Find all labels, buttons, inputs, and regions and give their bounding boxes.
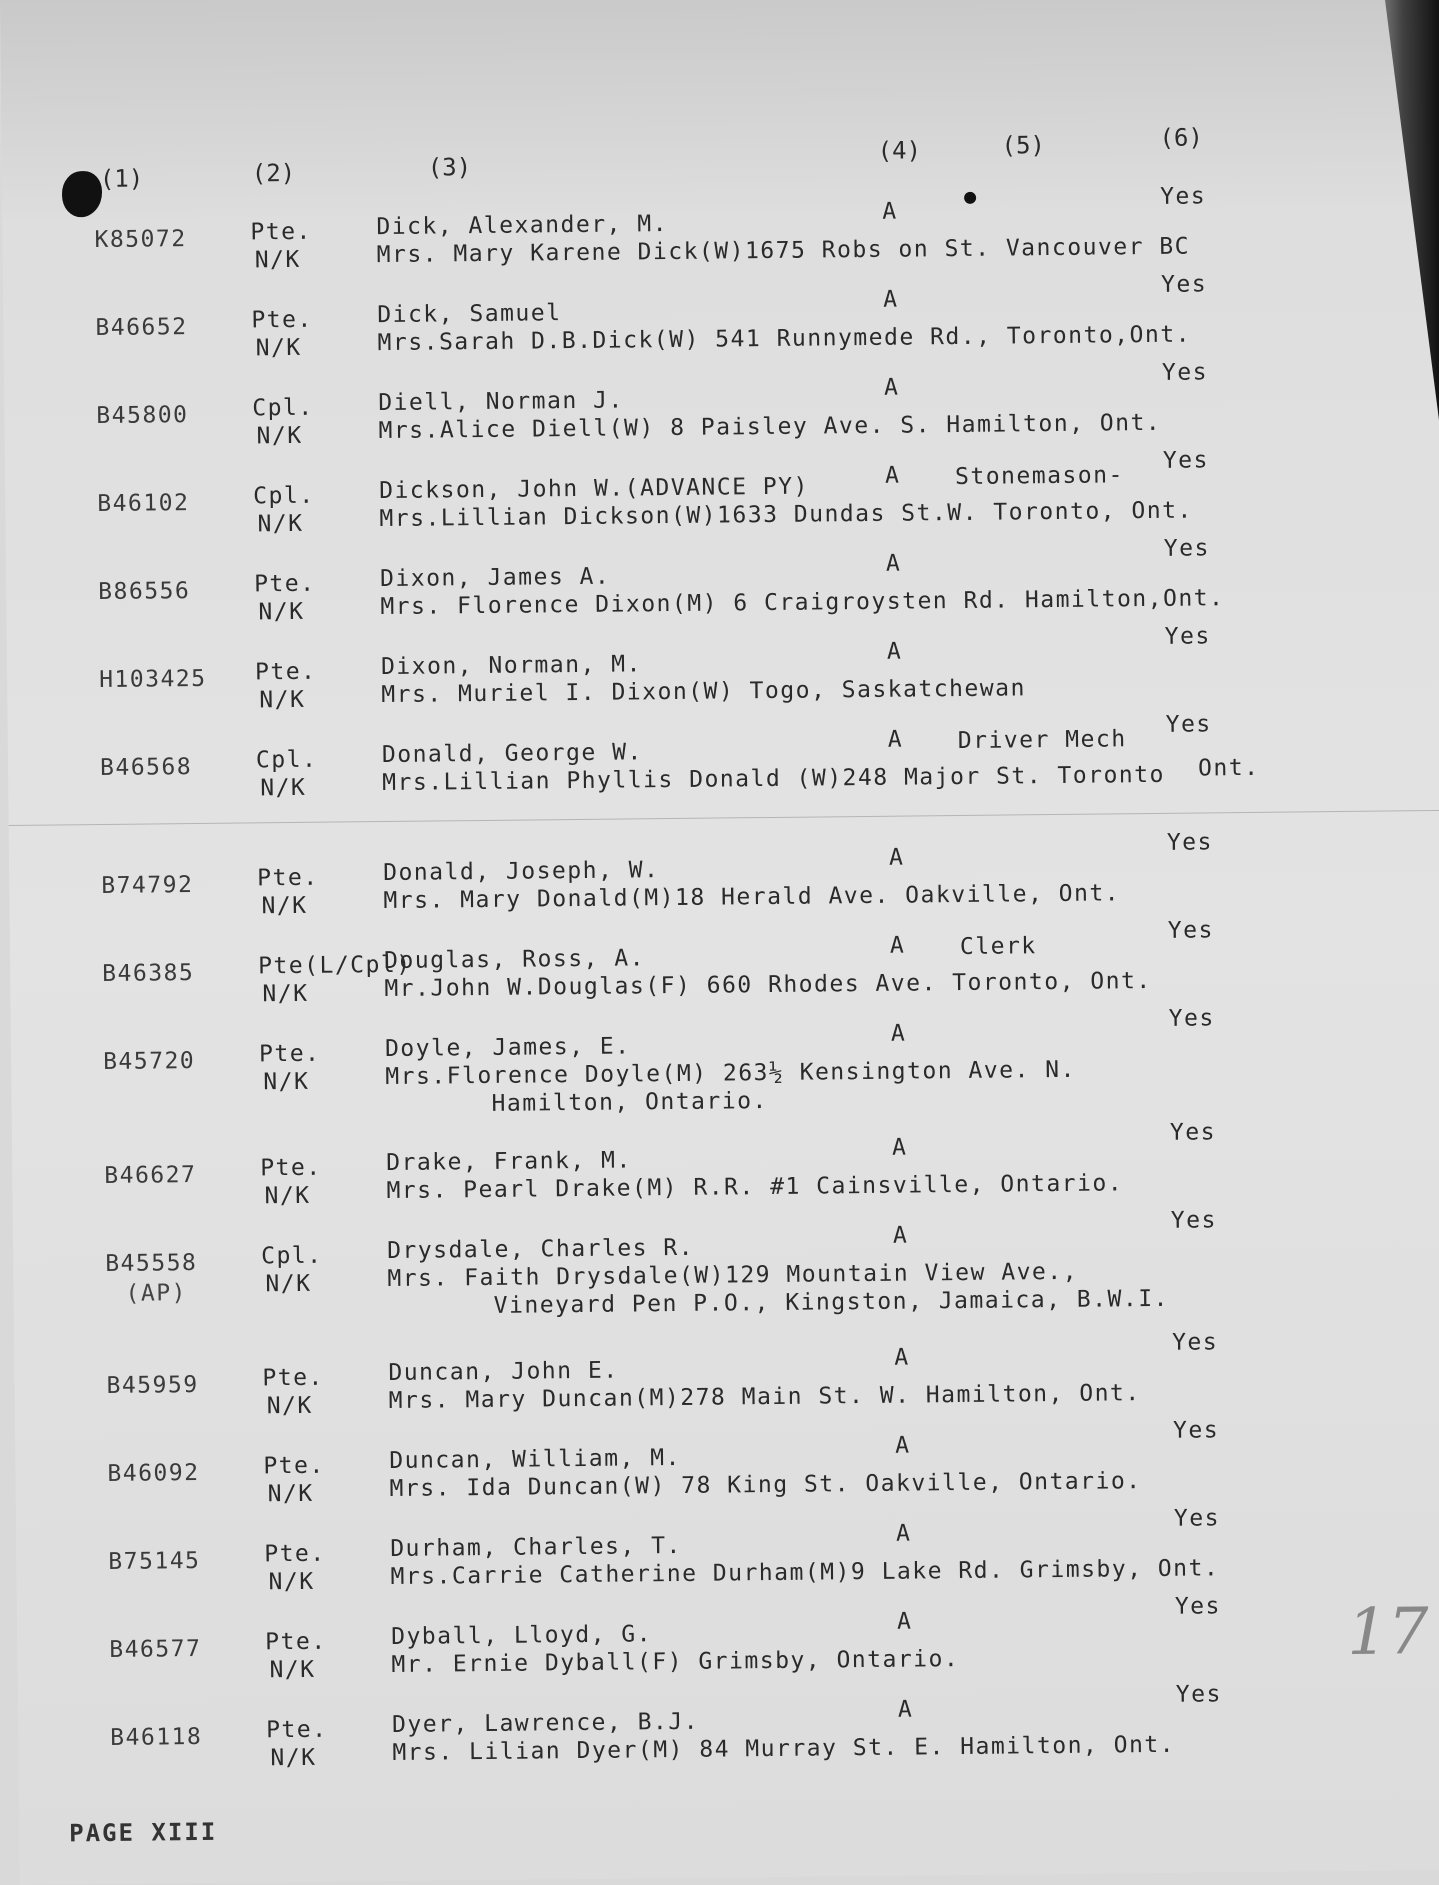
list-item [8, 711, 1439, 822]
regimental-number: B46385 [102, 960, 195, 987]
status: N/K [261, 892, 308, 920]
next-of-kin-address: Mrs. Lilian Dyer(M) 84 Murray St. E. Hamilton, Ont. [392, 1731, 1176, 1766]
code-mark: A [896, 1608, 913, 1635]
status: N/K [257, 510, 304, 538]
answer: Yes [1175, 1681, 1222, 1708]
answer: Yes [1166, 829, 1214, 856]
answer: Yes [1172, 1417, 1220, 1444]
soldier-name: Diell, Norman J. [378, 387, 624, 417]
soldier-name: Drake, Frank, M. [386, 1147, 632, 1177]
soldier-name: Durham, Charles, T. [390, 1532, 682, 1562]
code-mark: A [897, 1696, 914, 1723]
ink-blot [62, 171, 102, 217]
column-header-6: (6) [1159, 123, 1204, 152]
regimental-number: B46568 [99, 754, 193, 781]
rank: Pte. [258, 1040, 321, 1068]
rank: Pte. [260, 1154, 322, 1182]
rank: Cpl. [252, 394, 314, 422]
regimental-number: B46652 [95, 314, 188, 342]
answer: Yes [1167, 917, 1214, 944]
answer: Yes [1171, 1329, 1219, 1356]
regimental-number: B45959 [106, 1371, 199, 1399]
status: N/K [259, 686, 306, 714]
list-item [12, 1119, 1439, 1230]
status: N/K [270, 1744, 317, 1772]
answer: Yes [1165, 711, 1212, 738]
rank: Pte. [251, 306, 313, 334]
regimental-number: B86556 [98, 578, 191, 606]
rank: Cpl. [261, 1242, 323, 1270]
regimental-number: B45800 [96, 402, 189, 430]
column-header-1: (1) [99, 164, 144, 193]
status: N/K [266, 1392, 313, 1420]
code-mark: A [886, 638, 903, 665]
code-mark: A [894, 1344, 910, 1371]
list-item [13, 1207, 1439, 1319]
next-of-kin-address: Mr. Ernie Dyball(F) Grimsby, Ontario. [391, 1646, 960, 1678]
column-header-4: (4) [877, 136, 922, 165]
list-item [2, 183, 1439, 294]
regimental-number: B46627 [104, 1162, 197, 1189]
answer: Yes [1173, 1505, 1221, 1532]
code-mark: A [892, 1222, 909, 1249]
code-mark: A [887, 726, 904, 753]
regimental-number: B75145 [108, 1547, 201, 1575]
list-item [9, 829, 1439, 940]
soldier-name: Doyle, James, E. [384, 1033, 631, 1063]
list-item [15, 1417, 1439, 1528]
answer: Yes [1163, 535, 1210, 562]
next-of-kin-address: Mrs. Florence Dixon(M) 6 Craigroysten Rd. Hamilton,Ont. [380, 585, 1225, 621]
answer: Yes [1161, 359, 1209, 386]
column-header-5: (5) [1001, 131, 1046, 160]
rank: Pte. [265, 1628, 327, 1656]
next-of-kin-address: Mrs. Muriel I. Dixon(W) Togo, Saskatchewan [381, 675, 1026, 709]
code-mark: A [884, 462, 901, 489]
next-of-kin-address: Mrs.Florence Doyle(M) 263½ Kensington Ave. N. [385, 1056, 1077, 1091]
next-of-kin-address-line2: Hamilton, Ontario. [491, 1088, 768, 1117]
code-mark: A [890, 1020, 907, 1047]
next-of-kin-address: Mrs. Faith Drysdale(W)129 Mountain View Ave., [387, 1258, 1079, 1293]
code-mark: A [883, 286, 899, 313]
regimental-number: B46092 [107, 1459, 200, 1487]
soldier-name: Dixon, Norman, M. [380, 651, 643, 681]
soldier-name: Dyball, Lloyd, G. [391, 1621, 653, 1650]
next-of-kin-address: Mrs.Lillian Phyllis Donald (W)248 Major St. Toronto [382, 761, 1166, 797]
next-of-kin-address: Mrs.Lillian Dickson(W)1633 Dundas St.W. Toronto, Ont. [379, 497, 1193, 533]
regimental-number: B45720 [102, 1048, 196, 1075]
regimental-number-note: (AP) [125, 1280, 188, 1307]
status: N/K [263, 1068, 310, 1096]
answer: Yes [1170, 1207, 1218, 1234]
rank: Pte. [254, 658, 317, 686]
status: N/K [256, 422, 303, 450]
list-item [16, 1505, 1439, 1616]
answer: Yes [1160, 271, 1208, 298]
next-of-kin-address: Mrs. Mary Duncan(M)278 Main St. W. Hamilton, Ont. [388, 1380, 1141, 1415]
regimental-number: B46102 [97, 490, 190, 518]
next-of-kin-address: Mr.John W.Douglas(F) 660 Rhodes Ave. Toronto, Ont. [384, 967, 1152, 1003]
list-item [5, 447, 1439, 558]
rank: Pte. [262, 1364, 324, 1392]
code-mark: A [895, 1432, 911, 1459]
rank: Pte(L/Cpl) [257, 951, 412, 980]
rank: Pte. [250, 218, 312, 246]
next-of-kin-address: Mrs.Alice Diell(W) 8 Paisley Ave. S. Hamilton, Ont. [378, 409, 1162, 445]
code-mark: A [895, 1520, 912, 1547]
answer: Yes [1159, 183, 1207, 210]
status: N/K [268, 1568, 315, 1596]
list-item [3, 271, 1439, 382]
next-of-kin-address: Mrs.Carrie Catherine Durham(M)9 Lake Rd. Grimsby, Ont. [390, 1555, 1220, 1590]
list-item [17, 1593, 1439, 1704]
code-mark: A [882, 198, 898, 225]
soldier-name: Dick, Samuel [377, 300, 562, 329]
regimental-number: B74792 [101, 872, 194, 899]
answer: Yes [1162, 447, 1210, 474]
occupation: Clerk [959, 933, 1037, 960]
soldier-name: Duncan, John E. [388, 1357, 619, 1387]
status: N/K [260, 774, 307, 802]
soldier-name: Dickson, John W.(ADVANCE PY) [379, 473, 810, 505]
status: N/K [267, 1480, 314, 1508]
status: N/K [264, 1182, 311, 1210]
status: N/K [265, 1270, 312, 1298]
regimental-number: B45558 [105, 1250, 198, 1277]
soldier-name: Douglas, Ross, A. [383, 945, 646, 975]
column-header-2: (2) [251, 158, 296, 188]
next-of-kin-address-line2: Vineyard Pen P.O., Kingston, Jamaica, B.W.I. [493, 1285, 1170, 1319]
soldier-name: Donald, George W. [381, 739, 643, 769]
soldier-name: Dyer, Lawrence, B.J. [391, 1708, 700, 1738]
soldier-name: Donald, Joseph, W. [383, 857, 660, 887]
next-of-kin-address: Mrs. Mary Karene Dick(W)1675 Robs on St. Vancouver BC [376, 233, 1191, 269]
list-item [11, 1005, 1439, 1117]
soldier-name: Drysdale, Charles R. [386, 1234, 695, 1265]
status: N/K [262, 980, 309, 1008]
soldier-name: Duncan, William, M. [389, 1444, 682, 1475]
list-item [7, 623, 1439, 734]
rank: Cpl. [253, 482, 315, 510]
rank: Cpl. [255, 746, 318, 774]
status: N/K [269, 1656, 316, 1684]
regimental-number: H103425 [98, 665, 207, 693]
answer: Yes [1164, 623, 1211, 650]
next-of-kin-address: Mrs.Sarah D.B.Dick(W) 541 Runnymede Rd., Toronto,Ont. [377, 321, 1192, 357]
answer: Yes [1168, 1005, 1215, 1032]
list-item [6, 535, 1439, 646]
regimental-number: B46577 [109, 1635, 202, 1663]
soldier-name: Dixon, James A. [379, 563, 611, 593]
status: N/K [254, 246, 301, 274]
answer: Yes [1169, 1119, 1217, 1146]
status: N/K [255, 334, 302, 362]
occupation: Driver Mech [957, 726, 1127, 755]
next-of-kin-address-line3: Ont. [1197, 754, 1260, 782]
regimental-number: K85072 [94, 226, 187, 254]
regimental-number: B46118 [110, 1723, 203, 1751]
soldier-name: Dick, Alexander, M. [376, 211, 669, 241]
next-of-kin-address: Mrs. Mary Donald(M)18 Herald Ave. Oakville, Ont. [383, 880, 1121, 915]
code-mark: A [885, 550, 902, 577]
code-mark: A [889, 932, 906, 959]
occupation: Stonemason- [954, 462, 1125, 491]
list-item [14, 1329, 1439, 1440]
code-mark: A [888, 844, 905, 871]
list-item [18, 1681, 1439, 1792]
list-item [10, 917, 1439, 1028]
code-mark: A [883, 374, 900, 401]
answer: Yes [1174, 1593, 1222, 1620]
list-item [4, 359, 1439, 470]
column-header-3: (3) [427, 153, 472, 182]
rank: Pte. [263, 1452, 325, 1480]
rank: Pte. [257, 864, 319, 892]
next-of-kin-address: Mrs. Pearl Drake(M) R.R. #1 Cainsville, Ontario. [386, 1170, 1124, 1205]
next-of-kin-address: Mrs. Ida Duncan(W) 78 King St. Oakville, Ontario. [389, 1468, 1142, 1503]
code-mark: A [891, 1134, 908, 1161]
rank: Pte. [253, 570, 316, 598]
ink-dot [964, 192, 976, 204]
page-label: PAGE XIII [69, 1817, 218, 1848]
status: N/K [258, 598, 305, 626]
folio-number: 17 [1346, 1595, 1429, 1670]
rank: Pte. [264, 1540, 326, 1568]
rank: Pte. [265, 1716, 328, 1744]
